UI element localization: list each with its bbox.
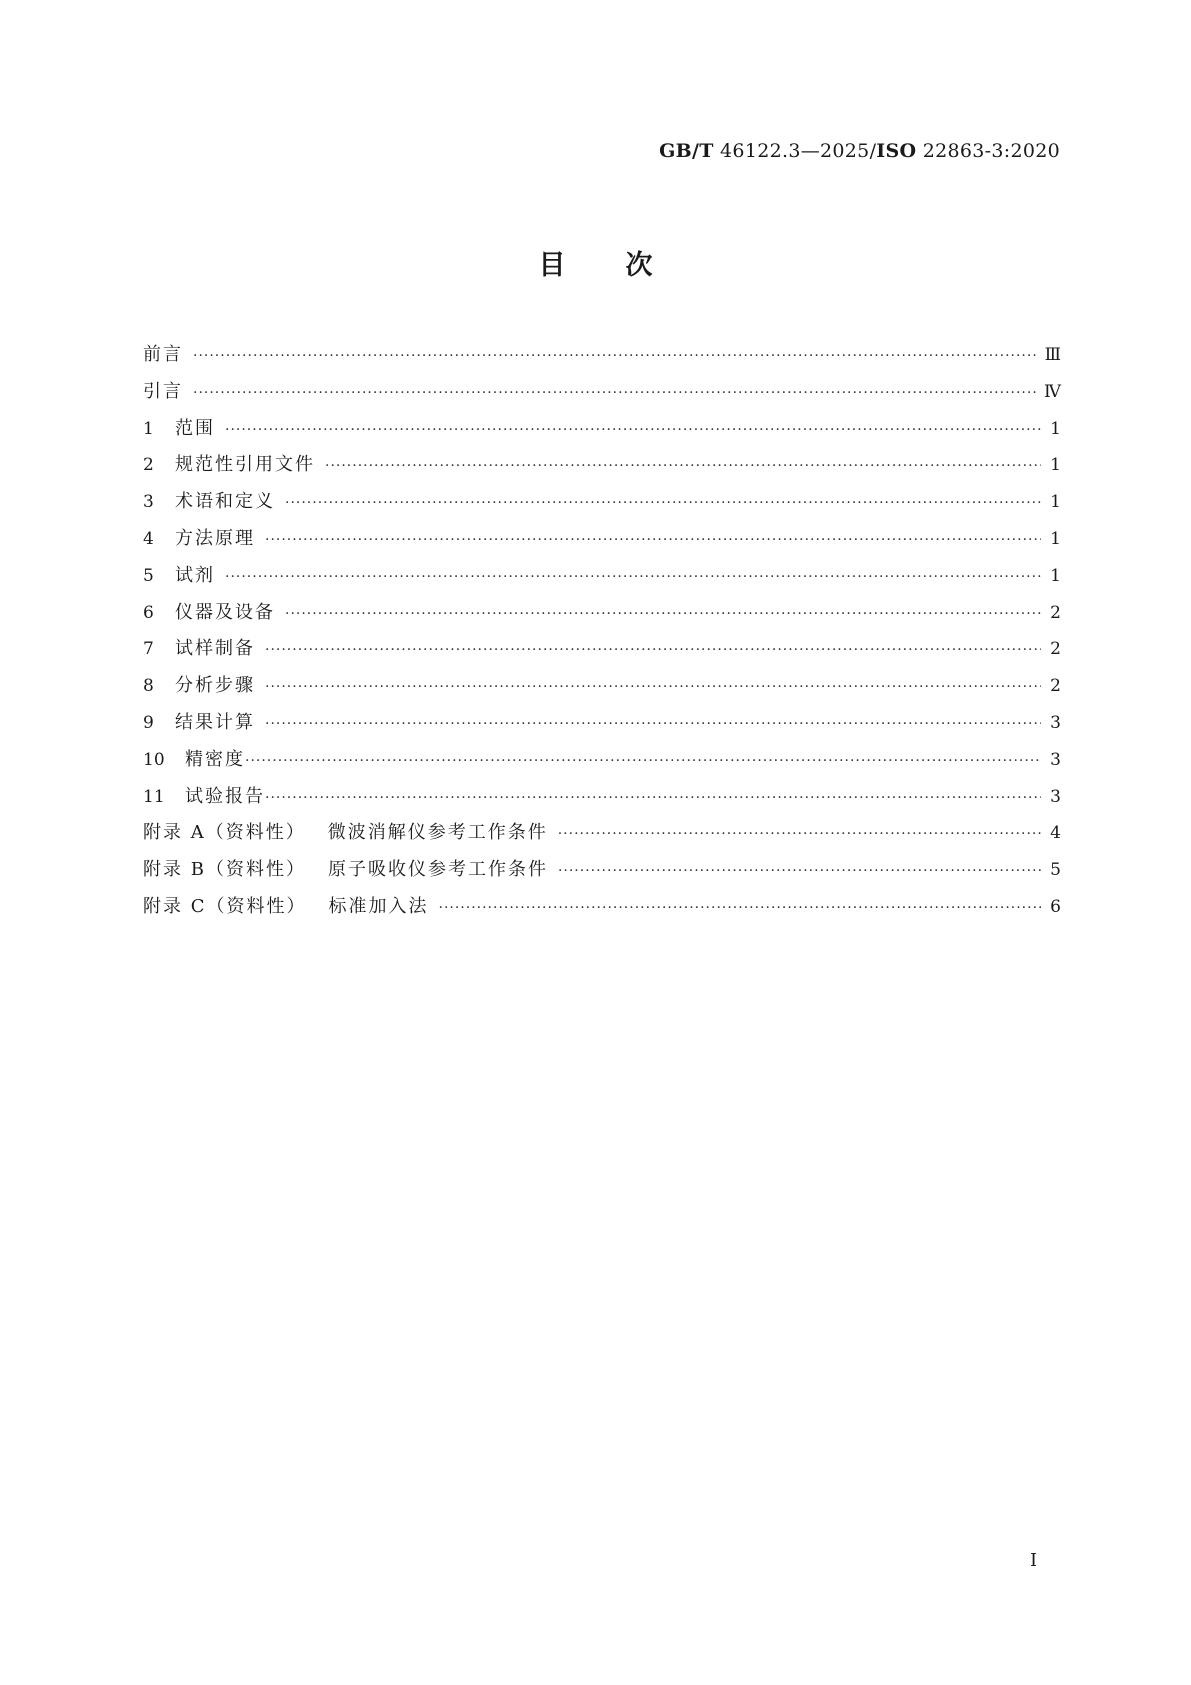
toc-entry-page: Ⅳ (1044, 381, 1061, 402)
toc-leader (265, 790, 1041, 806)
toc-entry-text: 结果计算 (175, 711, 255, 733)
toc-entry-apparatus[interactable] (143, 598, 1061, 635)
toc-leader (558, 826, 1041, 842)
toc-leader (265, 716, 1041, 732)
toc-entry-page: 6 (1050, 896, 1061, 917)
toc-entry-page: 2 (1050, 639, 1061, 660)
toc-entry-number: 3 (143, 492, 154, 513)
toc-leader (325, 458, 1041, 474)
toc-entry-page: 1 (1050, 528, 1061, 549)
annex-title: 标准加入法 (328, 895, 429, 917)
toc-entry-foreword[interactable] (143, 340, 1061, 377)
toc-entry-page: 3 (1050, 749, 1061, 770)
page-number: I (1030, 1550, 1038, 1571)
toc-entry-page: 1 (1050, 492, 1061, 513)
toc-entry-number: 5 (143, 565, 154, 586)
toc-leader (225, 422, 1041, 438)
toc-entry-number: 8 (143, 676, 154, 697)
toc-annex-a[interactable] (143, 818, 1061, 855)
standard-prefix: GB/T (659, 140, 714, 162)
toc-entry-text: 规范性引用文件 (175, 454, 315, 476)
toc-entry-text: 仪器及设备 (175, 601, 275, 623)
standard-header (659, 140, 1060, 162)
toc-entry-number: 7 (143, 639, 154, 660)
toc-entry-number: 9 (143, 712, 154, 733)
toc-leader (265, 642, 1041, 658)
toc-entry-text: 范围 (175, 417, 215, 439)
toc-entry-page: 2 (1050, 602, 1061, 623)
toc-annex-b[interactable] (143, 855, 1061, 892)
toc-entry-number: 2 (143, 455, 154, 476)
toc-leader (265, 679, 1041, 695)
toc-entry-precision[interactable] (143, 745, 1061, 782)
toc-annex-c[interactable] (143, 892, 1061, 929)
toc-entry-text: 精密度 (185, 748, 245, 770)
toc-entry-text: 试样制备 (175, 638, 255, 660)
toc-entry-text: 试验报告 (185, 785, 265, 807)
toc-leader (285, 606, 1041, 622)
toc-entry-number: 4 (143, 528, 154, 549)
iso-number: 22863-3:2020 (922, 140, 1060, 162)
toc-entry-introduction[interactable] (143, 377, 1061, 414)
toc-leader (245, 753, 1041, 769)
toc-entry-scope[interactable] (143, 414, 1061, 451)
toc-entry-text: 引言 (143, 380, 183, 402)
annex-label: 附录 B（资料性） (143, 859, 306, 881)
toc-entry-text: 分析步骤 (175, 675, 255, 697)
toc-entry-number: 6 (143, 602, 154, 623)
annex-label: 附录 A（资料性） (143, 822, 306, 844)
toc-entry-page: Ⅲ (1044, 345, 1061, 365)
toc-leader (193, 385, 1036, 401)
toc-leader (285, 495, 1041, 511)
toc-entry-page: 3 (1050, 712, 1061, 733)
toc-entry-text: 术语和定义 (175, 491, 275, 513)
toc-entry-number: 11 (143, 786, 165, 807)
table-of-contents (143, 340, 1061, 929)
standard-number: 46122.3—2025/ (720, 140, 877, 162)
annex-label: 附录 C（资料性） (143, 895, 307, 917)
toc-leader (193, 348, 1037, 364)
toc-entry-text: 方法原理 (175, 527, 255, 549)
toc-entry-text: 试剂 (175, 564, 215, 586)
toc-entry-page: 1 (1050, 565, 1061, 586)
annex-title: 原子吸收仪参考工作条件 (327, 859, 548, 881)
toc-entry-page: 4 (1050, 823, 1061, 844)
toc-entry-calculation[interactable] (143, 708, 1061, 745)
toc-entry-reagents[interactable] (143, 561, 1061, 598)
toc-entry-text: 前言 (143, 344, 183, 365)
toc-entry-page: 5 (1050, 860, 1061, 881)
toc-entry-page: 1 (1050, 418, 1061, 439)
toc-entry-page: 1 (1050, 455, 1061, 476)
toc-entry-page: 3 (1050, 786, 1061, 807)
toc-entry-number: 10 (143, 749, 165, 770)
toc-entry-sample-preparation[interactable] (143, 634, 1061, 671)
iso-prefix: ISO (876, 140, 917, 162)
toc-entry-page: 2 (1050, 676, 1061, 697)
toc-leader (558, 863, 1041, 879)
toc-leader (265, 532, 1041, 548)
toc-entry-principle[interactable] (143, 524, 1061, 561)
toc-entry-number: 1 (143, 418, 154, 439)
toc-leader (225, 569, 1041, 585)
toc-leader (439, 900, 1042, 916)
toc-entry-procedure[interactable] (143, 671, 1061, 708)
annex-title: 微波消解仪参考工作条件 (327, 822, 548, 844)
page-title: 目次 (538, 250, 713, 281)
toc-entry-test-report[interactable] (143, 782, 1061, 819)
toc-entry-normative-references[interactable] (143, 450, 1061, 487)
toc-entry-terms[interactable] (143, 487, 1061, 524)
